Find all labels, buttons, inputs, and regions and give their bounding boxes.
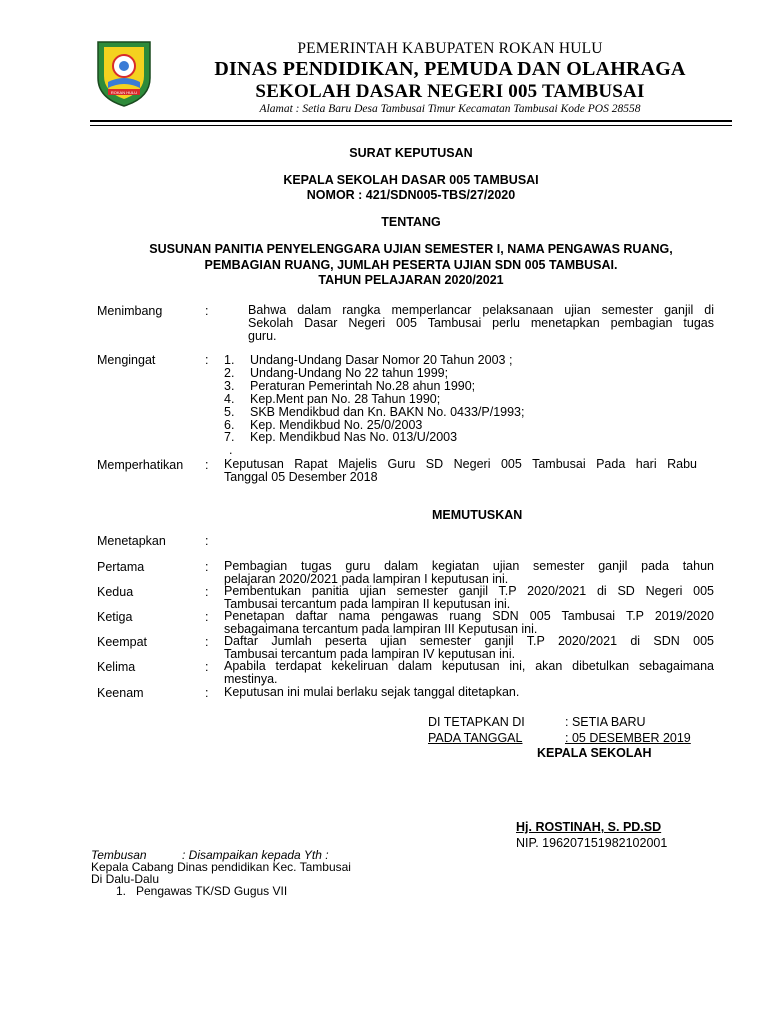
decision-label: Keempat (97, 635, 148, 649)
decision-label: Keenam (97, 686, 144, 700)
mengingat-item-number: 6. (224, 417, 235, 432)
mengingat-item-text: Kep.Ment pan No. 28 Tahun 1990; (250, 391, 441, 406)
mengingat-item-text: Peraturan Pemerintah No.28 ahun 1990; (250, 378, 476, 393)
mengingat-dot: . (229, 443, 233, 457)
mengingat-item-number: 5. (224, 404, 235, 419)
decision-text-line2: Tambusai tercantum pada lampiran II keputusan ini. (224, 597, 511, 611)
header-department: DINAS PENDIDIKAN, PEMUDA DAN OLAHRAGA (214, 58, 686, 80)
decision-label: Kelima (97, 660, 136, 674)
mengingat-label: Mengingat (97, 353, 156, 367)
doc-number: NOMOR : 421/SDN005-TBS/27/2020 (306, 188, 516, 202)
ditetapkan-value: : SETIA BARU (565, 715, 646, 729)
header-rule-thin (90, 125, 732, 126)
signer-role: KEPALA SEKOLAH (537, 746, 652, 760)
mengingat-item-number: 2. (224, 365, 235, 380)
tembusan-label: Tembusan (91, 848, 147, 862)
doc-subject-1: SUSUNAN PANITIA PENYELENGGARA UJIAN SEMESTER I, NAMA PENGAWAS RUANG, (149, 242, 673, 256)
menimbang-line1: Bahwa dalam rangka memperlancar pelaksanaan ujian semester ganjil di (248, 303, 714, 317)
decision-text-line1: Keputusan ini mulai berlaku sejak tanggal ditetapkan. (224, 685, 520, 699)
mengingat-item-text: Undang-Undang Dasar Nomor 20 Tahun 2003 ; (250, 353, 513, 367)
mengingat-item-text: Kep. Mendikbud Nas No. 013/U/2003 (250, 430, 458, 445)
tembusan-recipient-1: Kepala Cabang Dinas pendidikan Kec. Tambusai (91, 860, 351, 874)
decision-text-line2: Tambusai tercantum pada lampiran IV keputusan ini. (224, 647, 516, 661)
decision-colon: : (205, 560, 209, 574)
svg-text:ROKAN HULU: ROKAN HULU (110, 90, 138, 95)
header-rule-thick (90, 120, 732, 122)
decision-text-line2: mestinya. (224, 672, 278, 686)
menimbang-label: Menimbang (97, 304, 163, 318)
doc-subject-3: TAHUN PELAJARAN 2020/2021 (318, 273, 504, 287)
mengingat-item-text: Kep. Mendikbud No. 25/0/2003 (250, 417, 423, 432)
menimbang-line2: Sekolah Dasar Negeri 005 Tambusai perlu menetapkan pembagian tugas (248, 316, 714, 330)
decision-text-line1: Penetapan daftar nama pengawas ruang SDN 005 Tambusai T.P 2019/2020 (224, 609, 714, 623)
menimbang-colon: : (205, 304, 209, 318)
memperhatikan-line2: Tanggal 05 Desember 2018 (224, 470, 378, 484)
regency-logo (94, 38, 154, 108)
decision-colon: : (205, 660, 209, 674)
memperhatikan-colon: : (205, 458, 209, 472)
mengingat-item-number: 4. (224, 391, 235, 406)
mengingat-item-text: Undang-Undang No 22 tahun 1999; (250, 365, 449, 380)
decision-colon: : (205, 610, 209, 624)
header-government: PEMERINTAH KABUPATEN ROKAN HULU (297, 40, 603, 57)
decision-colon: : (205, 686, 209, 700)
tembusan-item-text: Pengawas TK/SD Gugus VII (136, 884, 288, 898)
tanggal-label: PADA TANGGAL (428, 731, 523, 745)
signer-nip: NIP. 196207151982102001 (516, 836, 668, 850)
decision-colon: : (205, 585, 209, 599)
decision-text-line1: Daftar Jumlah peserta ujian semester ganjil T.P 2020/2021 di SDN 005 (224, 634, 714, 648)
menimbang-line3: guru. (248, 329, 277, 343)
memperhatikan-label: Memperhatikan (97, 458, 184, 472)
decision-text-line1: Pembentukan panitia ujian semester ganjil T.P 2020/2021 di SD Negeri 005 (224, 584, 714, 598)
decision-text-line1: Pembagian tugas guru dalam kegiatan ujian semester ganjil pada tahun (224, 559, 714, 573)
decision-colon: : (205, 635, 209, 649)
decision-text-line2: sebagaimana tercantum pada lampiran III Keputusan ini. (224, 622, 538, 636)
menetapkan-label: Menetapkan (97, 534, 166, 548)
mengingat-item-number: 7. (224, 430, 235, 445)
mengingat-item-text: SKB Mendikbud dan Kn. BAKN No. 0433/P/1993; (250, 404, 525, 419)
doc-issuer: KEPALA SEKOLAH DASAR 005 TAMBUSAI (283, 173, 539, 187)
decision-label: Pertama (97, 560, 145, 574)
memutuskan-heading: MEMUTUSKAN (432, 508, 523, 522)
menetapkan-colon: : (205, 534, 209, 548)
mengingat-item-number: 3. (224, 378, 235, 393)
mengingat-item-number: 1. (224, 353, 235, 367)
tembusan-recipient-2: Di Dalu-Dalu (91, 872, 160, 886)
tembusan-text: : Disampaikan kepada Yth : (182, 848, 329, 862)
tembusan-item-num: 1. (116, 884, 127, 898)
doc-title: SURAT KEPUTUSAN (349, 146, 473, 160)
header-school: SEKOLAH DASAR NEGERI 005 TAMBUSAI (255, 81, 645, 102)
ditetapkan-label: DI TETAPKAN DI (428, 715, 525, 729)
signer-name: Hj. ROSTINAH, S. PD.SD (516, 820, 662, 834)
decision-text-line1: Apabila terdapat kekeliruan dalam keputusan ini, akan dibetulkan sebagaimana (224, 659, 714, 673)
decision-text-line2: pelajaran 2020/2021 pada lampiran I keputusan ini. (224, 572, 509, 586)
header-address: Alamat : Setia Baru Desa Tambusai Timur Kecamatan Tambusai Kode POS 28558 (259, 103, 641, 115)
memperhatikan-line1: Keputusan Rapat Majelis Guru SD Negeri 005 Tambusai Pada hari Rabu (224, 457, 697, 471)
doc-subject-2: PEMBAGIAN RUANG, JUMLAH PESERTA UJIAN SDN 005 TAMBUSAI. (204, 258, 618, 272)
decision-label: Ketiga (97, 610, 133, 624)
doc-tentang: TENTANG (381, 215, 441, 229)
tanggal-value: : 05 DESEMBER 2019 (565, 731, 691, 745)
decision-label: Kedua (97, 585, 134, 599)
mengingat-colon: : (205, 353, 209, 367)
